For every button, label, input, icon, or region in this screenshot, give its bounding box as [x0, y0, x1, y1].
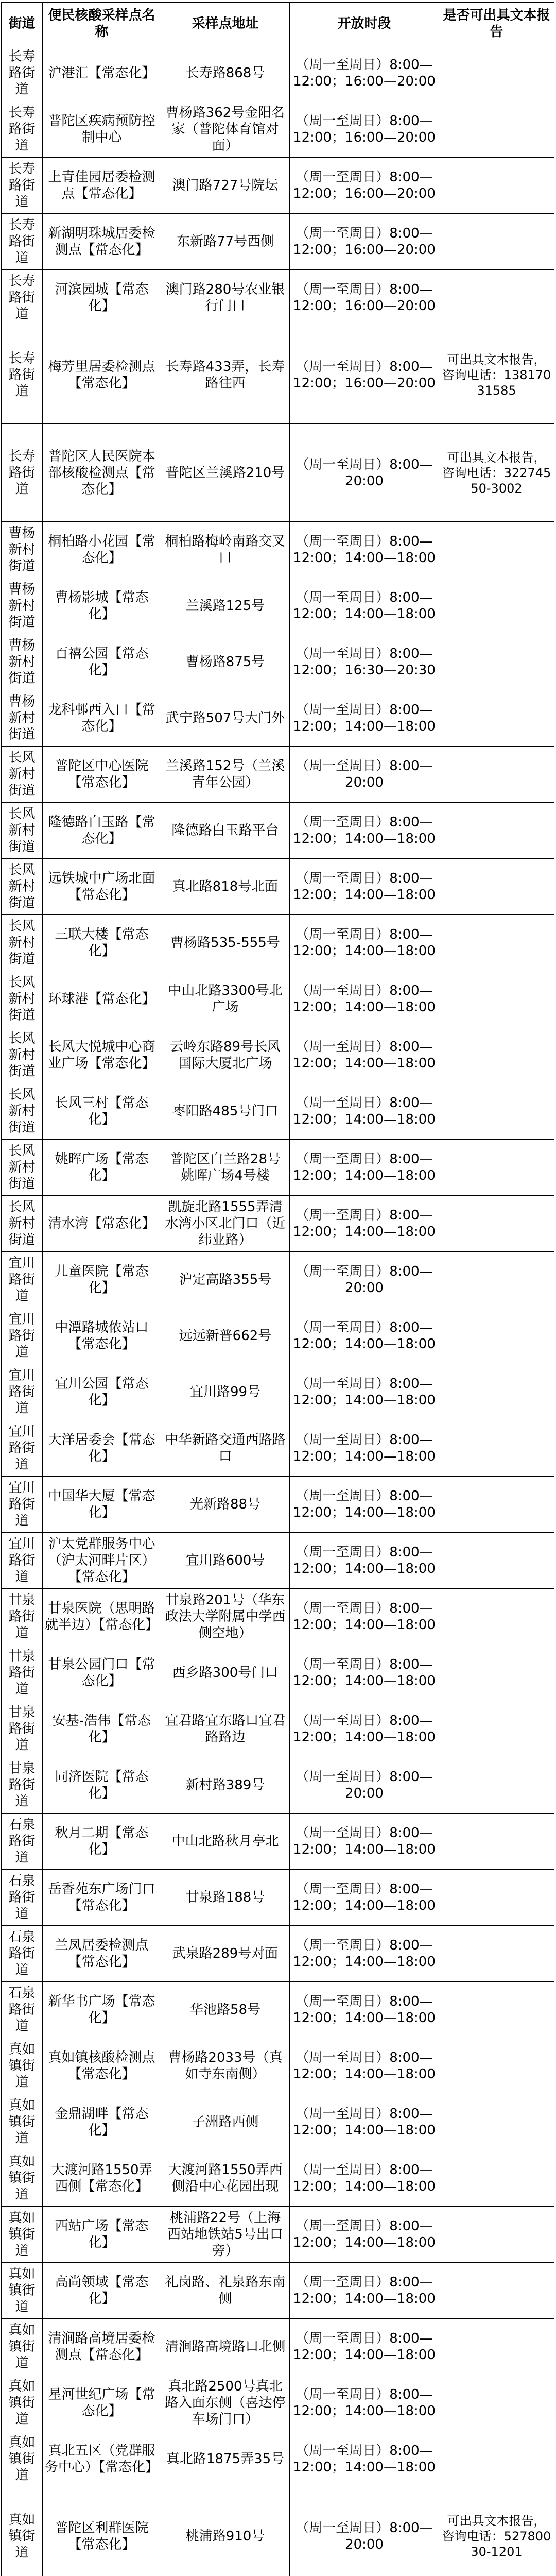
site-name-cell: 甘泉医院（思明路就半边）【常态化】: [43, 1589, 161, 1645]
site-name-cell: 沪太党群服务中心（沪太河畔片区）【常态化】: [43, 1533, 161, 1589]
street-cell: 长风新村街道: [2, 915, 43, 971]
address-cell: 枣阳路485号门口: [161, 1083, 290, 1140]
site-name-cell: 宜川公园【常态化】: [43, 1364, 161, 1420]
table-row: [2, 2207, 554, 2263]
table-row: [2, 1645, 554, 1701]
hours-cell: （周一至周日）8:00—20:00: [290, 2487, 439, 2576]
hours-cell: （周一至周日）8:00—12:00；14:00—18:00: [290, 2375, 439, 2431]
street-cell: 长寿路街道: [2, 270, 43, 326]
testing-sites-table: [1, 2, 554, 2576]
report-cell: [439, 1589, 554, 1645]
header-site-name: 便民核酸采样点名称: [43, 3, 161, 45]
report-cell: [439, 1814, 554, 1870]
report-cell: [439, 747, 554, 803]
site-name-cell: 清涧路高境居委检测点【常态化】: [43, 2319, 161, 2375]
report-cell: [439, 1926, 554, 1982]
hours-cell: （周一至周日）8:00—20:00: [290, 1252, 439, 1308]
table-row: [2, 690, 554, 747]
address-cell: 曹杨路875号: [161, 634, 290, 690]
table-row: [2, 2038, 554, 2094]
report-cell: [439, 1645, 554, 1701]
table-row: [2, 971, 554, 1027]
street-cell: 真如镇街道: [2, 2150, 43, 2207]
address-cell: 中山北路3300号北广场: [161, 971, 290, 1027]
address-cell: 曹杨路2033号（真如寺东南侧）: [161, 2038, 290, 2094]
address-cell: 武泉路289号对面: [161, 1926, 290, 1982]
site-name-cell: 真如镇核酸检测点【常态化】: [43, 2038, 161, 2094]
report-cell: [439, 1477, 554, 1533]
report-cell: [439, 214, 554, 270]
report-cell: [439, 915, 554, 971]
address-cell: 普陀区兰溪路210号: [161, 424, 290, 522]
hours-cell: （周一至周日）8:00—12:00；14:00—18:00: [290, 1926, 439, 1982]
hours-cell: （周一至周日）8:00—12:00；14:00—18:00: [290, 1140, 439, 1196]
site-name-cell: 大洋居委会【常态化】: [43, 1420, 161, 1477]
report-cell: [439, 270, 554, 326]
address-cell: 凯旋北路1555弄清水湾小区北门口（近纬业路）: [161, 1196, 290, 1252]
table-body: [2, 45, 554, 2576]
report-cell: 可出具文本报告，咨询电话：13817031585: [439, 326, 554, 424]
address-cell: 长寿路433弄，长寿路往西: [161, 326, 290, 424]
address-cell: 华池路58号: [161, 1982, 290, 2038]
report-cell: [439, 522, 554, 578]
report-cell: [439, 1364, 554, 1420]
hours-cell: （周一至周日）8:00—12:00；14:00—18:00: [290, 2094, 439, 2150]
hours-cell: （周一至周日）8:00—12:00；14:00—18:00: [290, 1814, 439, 1870]
street-cell: 真如镇街道: [2, 2038, 43, 2094]
hours-cell: （周一至周日）8:00—12:00；16:30—20:30: [290, 634, 439, 690]
street-cell: 真如镇街道: [2, 2487, 43, 2576]
address-cell: 甘泉路201号（华东政法大学附属中学西侧空地）: [161, 1589, 290, 1645]
table-row: [2, 1252, 554, 1308]
hours-cell: （周一至周日）8:00—12:00；14:00—18:00: [290, 690, 439, 747]
header-street: 街道: [2, 3, 43, 45]
table-row: [2, 2150, 554, 2207]
table-row: [2, 2094, 554, 2150]
site-name-cell: 大渡河路1550弄西侧【常态化】: [43, 2150, 161, 2207]
table-header: [2, 3, 554, 45]
table-row: [2, 2431, 554, 2487]
site-name-cell: 上青佳园居委检测点【常态化】: [43, 158, 161, 214]
street-cell: 真如镇街道: [2, 2207, 43, 2263]
address-cell: 沪定高路355号: [161, 1252, 290, 1308]
site-name-cell: 甘泉公园门口【常态化】: [43, 1645, 161, 1701]
street-cell: 石泉路街道: [2, 1982, 43, 2038]
site-name-cell: 普陀区疾病预防控制中心: [43, 101, 161, 158]
table-row: [2, 2263, 554, 2319]
site-name-cell: 百禧公园【常态化】: [43, 634, 161, 690]
table-row: [2, 1533, 554, 1589]
street-cell: 甘泉路街道: [2, 1701, 43, 1757]
address-cell: 长寿路868号: [161, 45, 290, 101]
table-row: [2, 915, 554, 971]
address-cell: 真北路818号北面: [161, 859, 290, 915]
hours-cell: （周一至周日）8:00—12:00；14:00—18:00: [290, 1533, 439, 1589]
site-name-cell: 兰凤居委检测点【常态化】: [43, 1926, 161, 1982]
report-cell: [439, 1870, 554, 1926]
street-cell: 宜川路街道: [2, 1420, 43, 1477]
street-cell: 长寿路街道: [2, 326, 43, 424]
hours-cell: （周一至周日）8:00—12:00；14:00—18:00: [290, 1083, 439, 1140]
site-name-cell: 中潭路城侬站口【常态化】: [43, 1308, 161, 1364]
street-cell: 甘泉路街道: [2, 1757, 43, 1814]
address-cell: 桃浦路22号（上海西站地铁站5号出口旁）: [161, 2207, 290, 2263]
report-cell: [439, 45, 554, 101]
table-row: [2, 1083, 554, 1140]
report-cell: [439, 1982, 554, 2038]
table-row: [2, 859, 554, 915]
hours-cell: （周一至周日）8:00—12:00；14:00—18:00: [290, 1196, 439, 1252]
street-cell: 长风新村街道: [2, 1083, 43, 1140]
report-cell: [439, 158, 554, 214]
hours-cell: （周一至周日）8:00—12:00；16:00—20:00: [290, 101, 439, 158]
site-name-cell: 长风大悦城中心商业广场【常态化】: [43, 1027, 161, 1083]
address-cell: 兰溪路152号（兰溪青年公园）: [161, 747, 290, 803]
street-cell: 长风新村街道: [2, 971, 43, 1027]
site-name-cell: 中国华大厦【常态化】: [43, 1477, 161, 1533]
table-row: [2, 1926, 554, 1982]
hours-cell: （周一至周日）8:00—12:00；14:00—18:00: [290, 1589, 439, 1645]
report-cell: [439, 2094, 554, 2150]
report-cell: [439, 2431, 554, 2487]
table-row: [2, 45, 554, 101]
table-row: [2, 1364, 554, 1420]
table-row: [2, 326, 554, 424]
street-cell: 真如镇街道: [2, 2094, 43, 2150]
street-cell: 石泉路街道: [2, 1814, 43, 1870]
site-name-cell: 西站广场【常态化】: [43, 2207, 161, 2263]
report-cell: [439, 2038, 554, 2094]
table-row: [2, 1477, 554, 1533]
table-row: [2, 803, 554, 859]
address-cell: 真北路1875弄35号: [161, 2431, 290, 2487]
hours-cell: （周一至周日）8:00—12:00；14:00—18:00: [290, 1027, 439, 1083]
street-cell: 曹杨新村街道: [2, 522, 43, 578]
table-row: [2, 1982, 554, 2038]
address-cell: 桐柏路梅岭南路交叉口: [161, 522, 290, 578]
street-cell: 曹杨新村街道: [2, 578, 43, 634]
table-row: [2, 1140, 554, 1196]
address-cell: 普陀区白兰路28号姚晖广场4号楼: [161, 1140, 290, 1196]
street-cell: 长风新村街道: [2, 803, 43, 859]
address-cell: 曹杨路362号金阳名家（普陀体育馆对面）: [161, 101, 290, 158]
street-cell: 宜川路街道: [2, 1477, 43, 1533]
street-cell: 曹杨新村街道: [2, 634, 43, 690]
header-report: 是否可出具文本报告: [439, 3, 554, 45]
table-row: [2, 1701, 554, 1757]
site-name-cell: 梅芳里居委检测点【常态化】: [43, 326, 161, 424]
report-cell: [439, 971, 554, 1027]
report-cell: [439, 1533, 554, 1589]
address-cell: 桃浦路910号: [161, 2487, 290, 2576]
table-row: [2, 578, 554, 634]
hours-cell: （周一至周日）8:00—12:00；16:00—20:00: [290, 214, 439, 270]
address-cell: 宜川路600号: [161, 1533, 290, 1589]
report-cell: [439, 1308, 554, 1364]
address-cell: 宜君路宜东路口宜君路路边: [161, 1701, 290, 1757]
street-cell: 长寿路街道: [2, 45, 43, 101]
site-name-cell: 远铁城中广场北面【常态化】: [43, 859, 161, 915]
table-row: [2, 2375, 554, 2431]
street-cell: 宜川路街道: [2, 1533, 43, 1589]
address-cell: 东新路77号西侧: [161, 214, 290, 270]
site-name-cell: 普陀区利群医院【常态化】: [43, 2487, 161, 2576]
street-cell: 真如镇街道: [2, 2431, 43, 2487]
hours-cell: （周一至周日）8:00—12:00；14:00—18:00: [290, 1477, 439, 1533]
street-cell: 石泉路街道: [2, 1870, 43, 1926]
site-name-cell: 河滨园城【常态化】: [43, 270, 161, 326]
table-row: [2, 747, 554, 803]
address-cell: 西乡路300号门口: [161, 1645, 290, 1701]
address-cell: 中山北路秋月亭北: [161, 1814, 290, 1870]
report-cell: 可出具文本报告，咨询电话：32274550-3002: [439, 424, 554, 522]
street-cell: 长寿路街道: [2, 424, 43, 522]
report-cell: [439, 1027, 554, 1083]
site-name-cell: 龙科邨西入口【常态化】: [43, 690, 161, 747]
site-name-cell: 桐柏路小花园【常态化】: [43, 522, 161, 578]
report-cell: [439, 1196, 554, 1252]
hours-cell: （周一至周日）8:00—12:00；14:00—18:00: [290, 578, 439, 634]
address-cell: 澳门路727号院坛: [161, 158, 290, 214]
hours-cell: （周一至周日）8:00—12:00；14:00—18:00: [290, 803, 439, 859]
address-cell: 云岭东路89号长风国际大厦北广场: [161, 1027, 290, 1083]
hours-cell: （周一至周日）8:00—12:00；14:00—18:00: [290, 1870, 439, 1926]
table-row: [2, 214, 554, 270]
address-cell: 中华新路交通西路路口: [161, 1420, 290, 1477]
hours-cell: （周一至周日）8:00—12:00；14:00—18:00: [290, 2150, 439, 2207]
street-cell: 长寿路街道: [2, 101, 43, 158]
street-cell: 长风新村街道: [2, 747, 43, 803]
table-row: [2, 1757, 554, 1814]
hours-cell: （周一至周日）8:00—20:00: [290, 424, 439, 522]
hours-cell: （周一至周日）8:00—12:00；14:00—18:00: [290, 1364, 439, 1420]
site-name-cell: 金鼎湖畔【常态化】: [43, 2094, 161, 2150]
address-cell: 隆德路白玉路平台: [161, 803, 290, 859]
address-cell: 光新路88号: [161, 1477, 290, 1533]
report-cell: [439, 690, 554, 747]
table-row: [2, 1420, 554, 1477]
table-row: [2, 1814, 554, 1870]
street-cell: 宜川路街道: [2, 1308, 43, 1364]
report-cell: [439, 578, 554, 634]
report-cell: [439, 859, 554, 915]
site-name-cell: 同济医院【常态化】: [43, 1757, 161, 1814]
site-name-cell: 儿童医院【常态化】: [43, 1252, 161, 1308]
table-row: [2, 634, 554, 690]
table-row: [2, 1589, 554, 1645]
site-name-cell: 曹杨影城【常态化】: [43, 578, 161, 634]
hours-cell: （周一至周日）8:00—12:00；14:00—18:00: [290, 2038, 439, 2094]
table-row: [2, 1027, 554, 1083]
hours-cell: （周一至周日）8:00—12:00；14:00—18:00: [290, 2431, 439, 2487]
table-row: [2, 1308, 554, 1364]
site-name-cell: 星河世纪广场【常态化】: [43, 2375, 161, 2431]
site-name-cell: 环球港【常态化】: [43, 971, 161, 1027]
street-cell: 石泉路街道: [2, 1926, 43, 1982]
report-cell: [439, 1757, 554, 1814]
site-name-cell: 高尚领域【常态化】: [43, 2263, 161, 2319]
hours-cell: （周一至周日）8:00—12:00；14:00—18:00: [290, 2319, 439, 2375]
street-cell: 长寿路街道: [2, 214, 43, 270]
report-cell: 可出具文本报告，咨询电话：52780030-1201: [439, 2487, 554, 2576]
site-name-cell: 秋月二期【常态化】: [43, 1814, 161, 1870]
table-row: [2, 424, 554, 522]
table-row: [2, 2319, 554, 2375]
report-cell: [439, 1140, 554, 1196]
hours-cell: （周一至周日）8:00—12:00；14:00—18:00: [290, 915, 439, 971]
site-name-cell: 清水湾【常态化】: [43, 1196, 161, 1252]
report-cell: [439, 2150, 554, 2207]
hours-cell: （周一至周日）8:00—12:00；14:00—18:00: [290, 859, 439, 915]
table-row: [2, 158, 554, 214]
header-address: 采样点地址: [161, 3, 290, 45]
hours-cell: （周一至周日）8:00—12:00；14:00—18:00: [290, 1645, 439, 1701]
table-row: [2, 2487, 554, 2576]
report-cell: [439, 1701, 554, 1757]
report-cell: [439, 2207, 554, 2263]
street-cell: 长寿路街道: [2, 158, 43, 214]
address-cell: 宜川路99号: [161, 1364, 290, 1420]
report-cell: [439, 803, 554, 859]
header-row: [2, 3, 554, 45]
street-cell: 长风新村街道: [2, 1027, 43, 1083]
report-cell: [439, 634, 554, 690]
address-cell: 曹杨路535-555号: [161, 915, 290, 971]
address-cell: 兰溪路125号: [161, 578, 290, 634]
street-cell: 曹杨新村街道: [2, 690, 43, 747]
address-cell: 礼岗路、礼泉路东南侧: [161, 2263, 290, 2319]
address-cell: 大渡河路1550弄西侧沿中心花园出现: [161, 2150, 290, 2207]
street-cell: 长风新村街道: [2, 1140, 43, 1196]
address-cell: 澳门路280号农业银行门口: [161, 270, 290, 326]
site-name-cell: 真北五区（党群服务中心）【常态化】: [43, 2431, 161, 2487]
hours-cell: （周一至周日）8:00—12:00；16:00—20:00: [290, 326, 439, 424]
hours-cell: （周一至周日）8:00—12:00；14:00—18:00: [290, 2263, 439, 2319]
street-cell: 真如镇街道: [2, 2263, 43, 2319]
site-name-cell: 普陀区中心医院【常态化】: [43, 747, 161, 803]
hours-cell: （周一至周日）8:00—12:00；14:00—18:00: [290, 971, 439, 1027]
report-cell: [439, 1420, 554, 1477]
hours-cell: （周一至周日）8:00—12:00；16:00—20:00: [290, 270, 439, 326]
site-name-cell: 岳香苑东广场门口【常态化】: [43, 1870, 161, 1926]
report-cell: [439, 2375, 554, 2431]
report-cell: [439, 1252, 554, 1308]
hours-cell: （周一至周日）8:00—12:00；16:00—20:00: [290, 45, 439, 101]
street-cell: 真如镇街道: [2, 2375, 43, 2431]
table-row: [2, 270, 554, 326]
hours-cell: （周一至周日）8:00—12:00；14:00—18:00: [290, 2207, 439, 2263]
address-cell: 子洲路西侧: [161, 2094, 290, 2150]
street-cell: 长风新村街道: [2, 859, 43, 915]
site-name-cell: 长风三村【常态化】: [43, 1083, 161, 1140]
table-row: [2, 101, 554, 158]
address-cell: 真北路2500号真北路入面东侧（喜达停车场门口）: [161, 2375, 290, 2431]
hours-cell: （周一至周日）8:00—20:00: [290, 1757, 439, 1814]
header-hours: 开放时段: [290, 3, 439, 45]
hours-cell: （周一至周日）8:00—12:00；14:00—18:00: [290, 1982, 439, 2038]
table-row: [2, 1870, 554, 1926]
street-cell: 甘泉路街道: [2, 1645, 43, 1701]
hours-cell: （周一至周日）8:00—12:00；16:00—20:00: [290, 158, 439, 214]
address-cell: 甘泉路188号: [161, 1870, 290, 1926]
address-cell: 清涧路高境路口北侧: [161, 2319, 290, 2375]
hours-cell: （周一至周日）8:00—12:00；14:00—18:00: [290, 1701, 439, 1757]
table-row: [2, 1196, 554, 1252]
street-cell: 长风新村街道: [2, 1196, 43, 1252]
report-cell: [439, 1083, 554, 1140]
address-cell: 武宁路507号大门外: [161, 690, 290, 747]
site-name-cell: 隆德路白玉路【常态化】: [43, 803, 161, 859]
address-cell: 新村路389号: [161, 1757, 290, 1814]
table-row: [2, 522, 554, 578]
site-name-cell: 普陀区人民医院本部核酸检测点【常态化】: [43, 424, 161, 522]
hours-cell: （周一至周日）8:00—12:00；14:00—18:00: [290, 1420, 439, 1477]
site-name-cell: 新湖明珠城居委检测点【常态化】: [43, 214, 161, 270]
report-cell: [439, 101, 554, 158]
street-cell: 真如镇街道: [2, 2319, 43, 2375]
hours-cell: （周一至周日）8:00—12:00；14:00—18:00: [290, 522, 439, 578]
site-name-cell: 姚晖广场【常态化】: [43, 1140, 161, 1196]
street-cell: 宜川路街道: [2, 1252, 43, 1308]
site-name-cell: 三联大楼【常态化】: [43, 915, 161, 971]
hours-cell: （周一至周日）8:00—12:00；14:00—18:00: [290, 1308, 439, 1364]
report-cell: [439, 2319, 554, 2375]
site-name-cell: 新华书广场【常态化】: [43, 1982, 161, 2038]
address-cell: 远远新普662号: [161, 1308, 290, 1364]
site-name-cell: 沪港汇【常态化】: [43, 45, 161, 101]
street-cell: 宜川路街道: [2, 1364, 43, 1420]
report-cell: [439, 2263, 554, 2319]
hours-cell: （周一至周日）8:00—20:00: [290, 747, 439, 803]
site-name-cell: 安基-浩伟【常态化】: [43, 1701, 161, 1757]
street-cell: 甘泉路街道: [2, 1589, 43, 1645]
